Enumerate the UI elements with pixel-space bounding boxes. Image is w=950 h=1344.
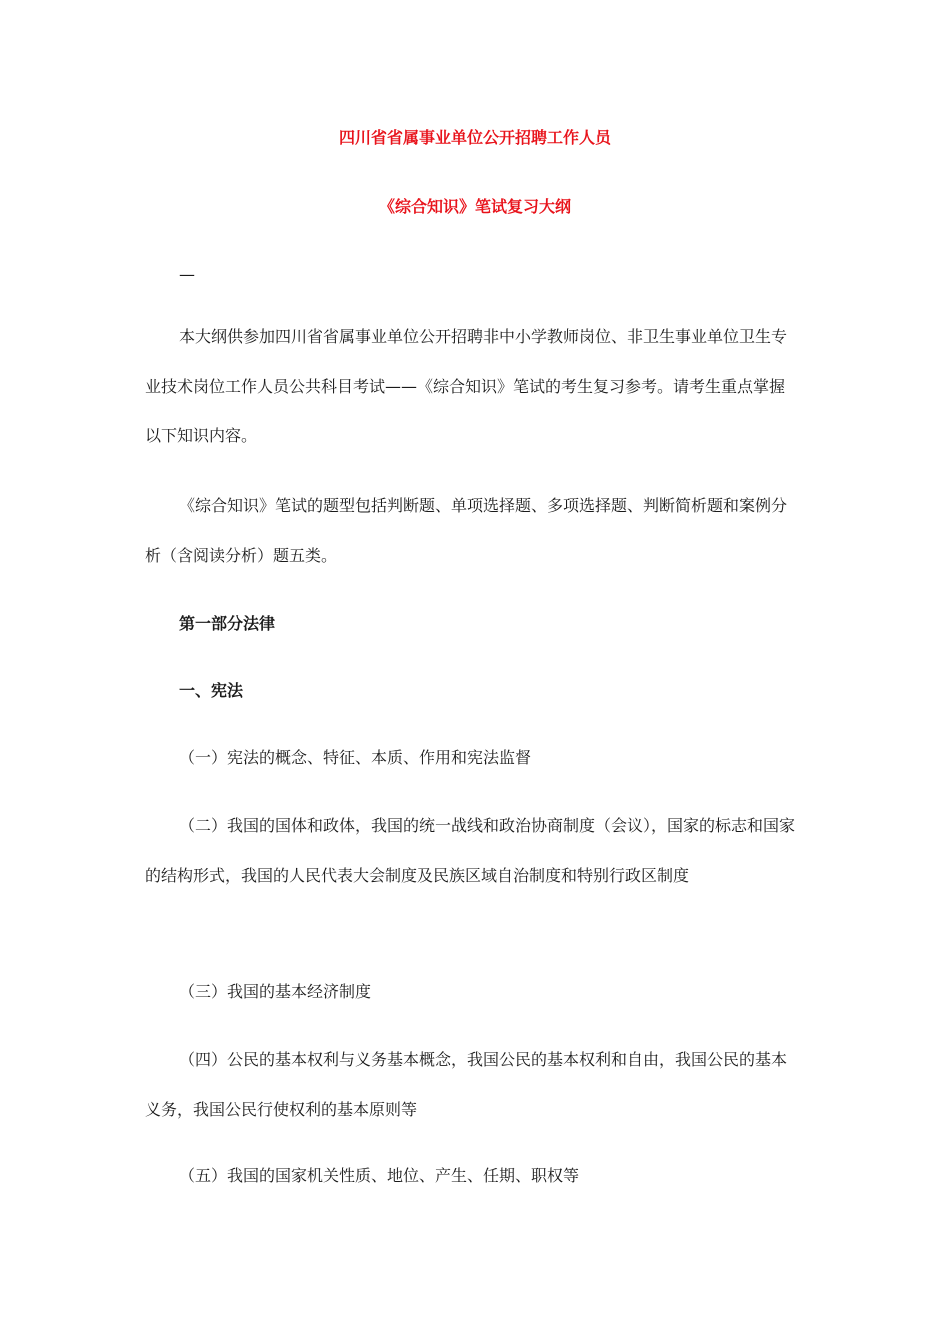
- outline-item-5: （五）我国的国家机关性质、地位、产生、任期、职权等: [179, 1166, 580, 1185]
- part-heading: 第一部分法律: [179, 614, 276, 633]
- document-title-line1: 四川省省属事业单位公开招聘工作人员: [338, 128, 611, 147]
- outline-item-2: （二）我国的国体和政体，我国的统一战线和政治协商制度（会议），国家的标志和国家的结构形式，我国的人民代表大会制度及民族区域自治制度和特别行政区制度: [145, 816, 796, 885]
- section-heading: 一、宪法: [179, 681, 244, 700]
- outline-item-1: （一）宪法的概念、特征、本质、作用和宪法监督: [179, 748, 532, 767]
- separator-dash: —: [179, 265, 195, 284]
- outline-item-3: （三）我国的基本经济制度: [179, 982, 372, 1001]
- outline-item-4: （四）公民的基本权利与义务基本概念，我国公民的基本权利和自由，我国公民的基本义务，我国公民行使权利的基本原则等: [145, 1050, 788, 1119]
- intro-paragraph: 本大纲供参加四川省省属事业单位公开招聘非中小学教师岗位、非卫生事业单位卫生专业技术岗位工作人员公共科目考试——《综合知识》笔试的考生复习参考。请考生重点掌握以下知识内容。: [145, 327, 788, 445]
- question-types-paragraph: 《综合知识》笔试的题型包括判断题、单项选择题、多项选择题、判断简析题和案例分析（含阅读分析）题五类。: [145, 496, 788, 565]
- document-title-line2: 《综合知识》笔试复习大纲: [378, 197, 571, 216]
